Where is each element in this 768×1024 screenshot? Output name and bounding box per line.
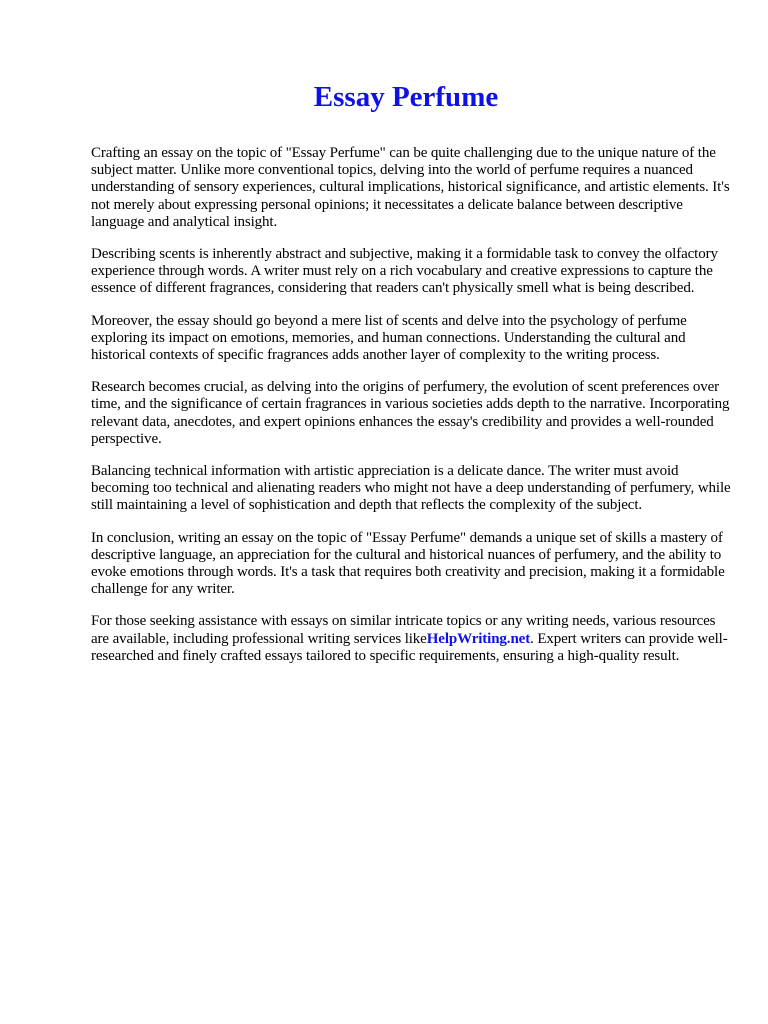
paragraph-4: Research becomes crucial, as delving into the origins of perfumery, the evolution of scent preferences over time, and the significance of certain fragrances in various societies adds depth to the narrative. Incorporating relevant data, anecdotes, and expert opinions enhances the essay's credibility and provides a well-rounded perspective. — [91, 379, 730, 447]
paragraph-2: Describing scents is inherently abstract and subjective, making it a formidable task to convey the olfactory experience through words. A writer must rely on a rich vocabulary and creative expressions to capture the essence of different fragrances, considering that readers can't physically smell what is being described. — [91, 246, 718, 297]
paragraph-6: In conclusion, writing an essay on the topic of "Essay Perfume" demands a unique set of skills a mastery of descriptive language, an appreciation for the cultural and historical nuances of perfumery, and the ability to evoke emotions through words. It's a task that requires both creativity and precision, making it a formidable challenge for any writer. — [91, 529, 725, 598]
paragraph-1: Crafting an essay on the topic of "Essay Perfume" can be quite challenging due to the unique nature of the subject matter. Unlike more conventional topics, delving into the world of perfume requires a nuanced understanding of sensory experiences, cultural implications, historical significance, and artistic elements. It's not merely about expressing personal opinions; it necessitates a delicate balance between descriptive language and analytical insight. — [91, 145, 730, 230]
document-body — [91, 145, 731, 680]
document-title: Essay Perfume — [313, 81, 499, 113]
paragraph-7 — [91, 613, 731, 665]
helpwriting-link[interactable]: HelpWriting.net — [426, 630, 531, 647]
paragraph-5: Balancing technical information with artistic appreciation is a delicate dance. The writer must avoid becoming too technical and alienating readers who might not have a deep understanding of perfumery, while still maintaining a level of sophistication and depth that reflects the complexity of the subject. — [91, 463, 731, 514]
paragraph-7-lead: For those seeking assistance with essays on similar intricate topics or any writing needs, various resources are available, including professional writing services like — [91, 613, 716, 647]
paragraph-7-tail: . Expert writers can provide well-researched and finely crafted essays tailored to specific requirements, ensuring a high-quality result. — [91, 630, 728, 664]
paragraph-3: Moreover, the essay should go beyond a mere list of scents and delve into the psychology of perfume exploring its impact on emotions, memories, and human connections. Understanding the cultural and historical contexts of specific fragrances adds another layer of complexity to the writing process. — [91, 312, 687, 364]
